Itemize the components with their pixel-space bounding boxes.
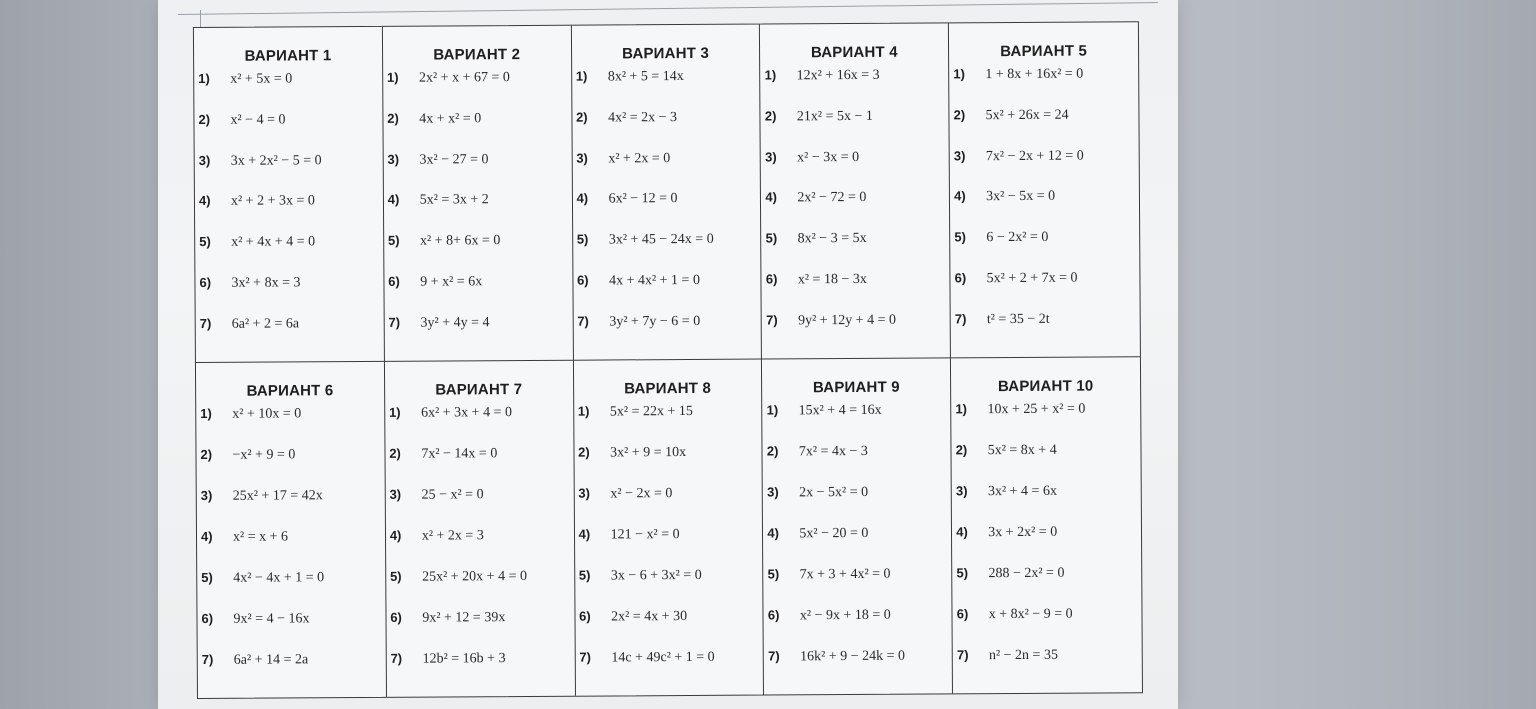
problem-row [200, 315, 380, 350]
problem-row [202, 651, 382, 686]
variant-cell [383, 26, 574, 362]
problem-number: 1) [577, 403, 590, 419]
equation: n² − 2n = 35 [988, 647, 1058, 664]
variant-title: ВАРИАНТ 9 [812, 378, 900, 397]
problem-number: 3) [578, 485, 590, 501]
problem-number: 5) [765, 230, 778, 246]
problem-row [387, 110, 567, 145]
equation: x² = 18 − 3x [797, 272, 867, 288]
variant-cell [760, 23, 951, 359]
problem-row [956, 441, 1137, 476]
problem-number: 4) [767, 525, 779, 541]
problem-number: 6) [956, 606, 969, 622]
variant-cell [571, 25, 762, 361]
problem-row [577, 313, 757, 348]
problem-row [765, 66, 945, 101]
problem-row [577, 231, 757, 266]
problem-number: 5) [767, 566, 780, 582]
problem-number: 3) [198, 152, 211, 168]
problem-row [388, 232, 568, 267]
equation: x² − 4 = 0 [230, 112, 286, 128]
problem-number: 5) [578, 567, 591, 583]
variant-title: ВАРИАНТ 5 [1000, 42, 1088, 61]
problem-row [954, 147, 1135, 182]
problem-number: 4) [954, 188, 966, 204]
problem-number: 6) [576, 272, 589, 288]
problem-number: 7) [390, 650, 403, 666]
variant-cell [762, 358, 953, 694]
problem-row [576, 68, 756, 103]
variant-title: ВАРИАНТ 3 [622, 44, 710, 63]
equation: 3x + 2x² − 5 = 0 [230, 152, 322, 169]
problem-row [766, 230, 946, 265]
equation: 3y² + 4y = 4 [420, 315, 490, 331]
equation: 7x² − 14x = 0 [421, 446, 498, 462]
problem-number: 6) [579, 608, 591, 624]
variant-title: ВАРИАНТ 10 [997, 377, 1094, 396]
problem-row [199, 233, 379, 268]
equation: 121 − x² = 0 [610, 527, 680, 543]
problem-row [390, 486, 570, 521]
problem-row [953, 65, 1134, 100]
variant-title: ВАРИАНТ 7 [435, 381, 523, 399]
problem-list [955, 400, 1138, 689]
problem-number: 3) [387, 151, 400, 167]
problem-row [578, 485, 758, 520]
variant-title: ВАРИАНТ 2 [433, 46, 521, 64]
problem-number: 5) [956, 565, 969, 581]
equation: 12x² + 16x = 3 [796, 67, 880, 84]
equation: 288 − 2x² = 0 [988, 565, 1065, 582]
equation: 4x + x² = 0 [419, 111, 482, 127]
problem-number: 6) [388, 273, 400, 289]
equation: 2x² = 4x + 30 [611, 609, 688, 625]
problem-number: 5) [954, 229, 966, 245]
equation: 5x² + 26x = 24 [985, 107, 1069, 123]
problem-number: 6) [767, 607, 780, 623]
equation: x² − 9x + 18 = 0 [799, 607, 891, 624]
problem-number: 7) [768, 648, 780, 664]
equation: 9x² + 12 = 39x [422, 610, 506, 626]
problem-row [387, 150, 567, 185]
equation: 3x² − 5x = 0 [986, 189, 1056, 205]
equation: 10x + 25 + x² = 0 [987, 401, 1086, 418]
equation: 25x² + 17 = 42x [232, 488, 323, 504]
equation: 1 + 8x + 16x² = 0 [985, 66, 1084, 83]
problem-number: 2) [389, 445, 401, 461]
problem-row [576, 190, 756, 225]
problem-number: 7) [579, 649, 591, 665]
equation: 6a² + 2 = 6a [231, 316, 300, 332]
equation: x² + 5x = 0 [230, 71, 293, 87]
equation: x² = x + 6 [232, 529, 289, 545]
problem-list [387, 69, 569, 357]
equation: 3x² + 8x = 3 [231, 275, 301, 291]
equation: 8x² − 3 = 5x [797, 231, 867, 247]
problem-number: 7) [388, 314, 401, 330]
problem-row [766, 311, 946, 346]
problem-number: 6) [390, 609, 402, 625]
problem-row [201, 528, 381, 563]
equation: 4x² = 2x − 3 [608, 109, 678, 126]
variant-cell [949, 22, 1140, 358]
problem-list [953, 65, 1136, 353]
problem-row [765, 189, 945, 224]
problem-row [954, 188, 1135, 223]
problem-number: 2) [387, 110, 399, 126]
equation: 16k² + 9 − 24k = 0 [800, 648, 906, 665]
variant-cell [385, 361, 576, 697]
equation: 5x² = 22x + 15 [609, 403, 693, 420]
equation: 6x² − 12 = 0 [608, 191, 678, 207]
problem-number: 1) [198, 70, 210, 86]
problem-number: 4) [389, 527, 402, 543]
problem-number: 5) [387, 233, 400, 249]
equation: 3x² + 45 − 24x = 0 [608, 232, 714, 248]
equation: 25 − x² = 0 [421, 487, 484, 503]
problem-row [200, 405, 380, 440]
problem-row [389, 404, 569, 439]
problem-row [956, 564, 1137, 599]
problem-number: 5) [390, 568, 402, 584]
equation: 3x + 2x² = 0 [988, 524, 1058, 541]
problem-number: 5) [576, 231, 589, 247]
variant-title: ВАРИАНТ 6 [246, 382, 334, 400]
problem-row [578, 444, 758, 479]
equation: 3x² − 27 = 0 [419, 151, 489, 168]
equation: 3x² + 4 = 6x [987, 483, 1057, 500]
equation: 4x + 4x² + 1 = 0 [609, 273, 700, 289]
problem-number: 7) [766, 312, 778, 328]
problem-number: 2) [575, 109, 588, 125]
equation: 25x² + 20x + 4 = 0 [422, 568, 527, 585]
problem-number: 2) [198, 111, 211, 127]
problem-list [765, 66, 947, 354]
problem-number: 3) [576, 150, 588, 166]
equation: x² − 3x = 0 [797, 149, 860, 165]
problem-row [767, 442, 947, 477]
problem-number: 2) [955, 442, 968, 458]
equation: 9 + x² = 6x [420, 274, 483, 290]
equation: 9x² = 4 − 16x [233, 611, 310, 627]
problem-number: 5) [199, 234, 211, 250]
equation: 5x² = 3x + 2 [419, 192, 489, 209]
problem-row [387, 69, 567, 104]
problem-list [200, 405, 382, 694]
equation: 2x² + x + 67 = 0 [418, 70, 510, 86]
equation: 6x² + 3x + 4 = 0 [421, 405, 512, 421]
problem-row [579, 526, 759, 561]
problem-number: 4) [576, 191, 589, 207]
equation: 2x − 5x² = 0 [799, 484, 869, 501]
problem-number: 5) [201, 569, 213, 585]
problem-number: 4) [387, 192, 400, 208]
equation: x² − 2x = 0 [610, 486, 673, 502]
equation: 5x² − 20 = 0 [799, 525, 869, 542]
problem-row [954, 106, 1135, 141]
problem-number: 4) [765, 189, 777, 206]
problem-row [390, 568, 570, 603]
problem-row [957, 605, 1138, 640]
problem-number: 7) [201, 651, 214, 667]
problem-row [576, 108, 756, 143]
problem-row [388, 273, 568, 308]
problem-number: 4) [200, 528, 213, 544]
problem-row [201, 487, 381, 522]
problem-number: 7) [956, 647, 969, 663]
problem-number: 1) [200, 405, 212, 421]
equation: x² + 2x = 3 [421, 528, 484, 544]
problem-number: 1) [389, 404, 401, 420]
problem-number: 7) [577, 313, 589, 329]
variants-table [193, 21, 1143, 699]
variant-cell [194, 27, 385, 363]
problem-number: 3) [955, 483, 968, 499]
equation: 5x² = 8x + 4 [987, 442, 1057, 459]
problem-row [765, 107, 945, 142]
problem-row [579, 649, 759, 684]
problem-row [577, 272, 757, 307]
problem-number: 1) [575, 68, 588, 84]
problem-number: 3) [765, 149, 777, 165]
problem-row [198, 70, 378, 105]
problem-number: 3) [389, 486, 402, 502]
variant-title: ВАРИАНТ 8 [624, 379, 712, 398]
problem-number: 1) [766, 402, 779, 418]
problem-number: 1) [953, 66, 965, 82]
problem-row [199, 152, 379, 187]
problem-number: 4) [578, 526, 591, 542]
problem-number: 4) [198, 193, 211, 209]
problem-list [198, 70, 380, 358]
equation: −x² + 9 = 0 [232, 447, 296, 463]
problem-row [391, 650, 571, 685]
problem-number: 7) [954, 311, 967, 327]
equation: 3x − 6 + 3x² = 0 [610, 567, 702, 584]
problem-row [388, 314, 568, 349]
problem-row [579, 567, 759, 602]
problem-row [767, 483, 947, 518]
problem-row [390, 527, 570, 562]
problem-row [390, 609, 570, 644]
problem-number: 7) [199, 315, 212, 331]
problem-row [956, 482, 1137, 517]
equation: 7x + 3 + 4x² = 0 [799, 566, 891, 583]
problem-number: 2) [953, 107, 966, 123]
equation: 12b² = 16b + 3 [422, 651, 506, 667]
problem-row [200, 446, 380, 481]
equation: 14c + 49c² + 1 = 0 [611, 649, 715, 666]
problem-number: 6) [954, 270, 967, 286]
problem-row [579, 608, 759, 643]
variant-cell [951, 357, 1142, 693]
problem-row [388, 191, 568, 226]
problem-row [767, 401, 947, 436]
problem-row [957, 646, 1138, 681]
equation: 6a² + 14 = 2a [233, 652, 309, 668]
variant-title: ВАРИАНТ 1 [244, 47, 332, 65]
problem-row [955, 400, 1136, 435]
problem-row [767, 524, 947, 559]
equation: 21x² = 5x − 1 [796, 108, 873, 125]
problem-row [954, 229, 1135, 264]
equation: 9y² + 12y + 4 = 0 [798, 312, 897, 329]
variant-cell [196, 362, 387, 698]
problem-row [955, 269, 1136, 304]
problem-number: 2) [578, 444, 590, 460]
equation: 7x² − 2x + 12 = 0 [985, 148, 1084, 164]
problem-row [198, 111, 378, 146]
equation: t² = 35 − 2t [986, 311, 1050, 328]
problem-row [576, 149, 756, 184]
equation: 8x² + 5 = 14x [607, 69, 684, 85]
problem-row [768, 565, 948, 600]
equation: 7x² = 4x − 3 [798, 443, 868, 460]
variant-title: ВАРИАНТ 4 [810, 43, 898, 62]
problem-row [955, 310, 1136, 345]
problem-row [765, 148, 945, 183]
equation: x + 8x² − 9 = 0 [988, 606, 1073, 623]
problem-number: 1) [955, 401, 968, 417]
problem-list [578, 403, 760, 692]
variant-cell [574, 360, 765, 696]
problem-number: 1) [764, 67, 777, 83]
problem-list [389, 404, 571, 693]
problem-row [199, 274, 379, 309]
equation: x² + 8+ 6x = 0 [419, 233, 501, 249]
problem-number: 3) [953, 147, 966, 164]
equation: 3x² + 9 = 10x [610, 445, 687, 461]
equation: x² + 4x + 4 = 0 [231, 234, 316, 251]
problem-number: 6) [199, 275, 212, 291]
problem-list [576, 68, 758, 356]
equation: x² + 2x = 0 [608, 150, 671, 167]
problem-number: 3) [767, 484, 779, 500]
problem-number: 4) [956, 524, 968, 540]
problem-row [578, 403, 758, 438]
problem-row [768, 647, 948, 682]
problem-row [201, 610, 381, 645]
problem-row [766, 271, 946, 306]
problem-number: 1) [386, 69, 399, 85]
equation: x² + 10x = 0 [232, 406, 302, 422]
equation: 5x² + 2 + 7x = 0 [986, 270, 1078, 287]
equation: 4x² − 4x + 1 = 0 [233, 570, 325, 586]
problem-row [956, 523, 1137, 558]
problem-row [199, 192, 379, 227]
equation: 3y² + 7y − 6 = 0 [609, 313, 701, 330]
problem-number: 3) [200, 487, 213, 503]
equation: 2x² − 72 = 0 [797, 190, 867, 206]
problem-row [201, 569, 381, 604]
problem-row [768, 606, 948, 641]
problem-row [389, 445, 569, 480]
equation: 6 − 2x² = 0 [986, 230, 1049, 246]
problem-number: 2) [764, 108, 777, 124]
equation: 15x² + 4 = 16x [798, 402, 882, 419]
problem-list [767, 401, 949, 690]
problem-number: 6) [765, 271, 778, 287]
equation: x² + 2 + 3x = 0 [230, 193, 315, 210]
problem-number: 2) [766, 443, 779, 459]
problem-number: 2) [200, 446, 213, 462]
problem-number: 6) [201, 610, 214, 626]
